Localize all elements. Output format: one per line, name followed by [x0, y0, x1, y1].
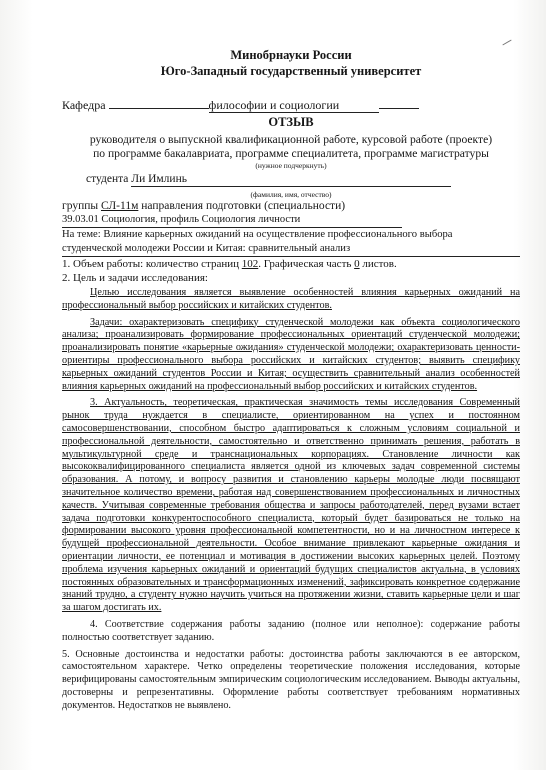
pen-mark	[502, 40, 511, 46]
doc-title: ОТЗЫВ	[268, 115, 314, 129]
student-value: Ли Имлинь	[131, 172, 451, 187]
volume-text2: . Графическая часть	[258, 258, 355, 270]
topic-line2	[62, 242, 520, 257]
direction-value: 39.03.01 Социология, профиль Социология личности	[62, 213, 402, 228]
group-prefix: группы	[62, 200, 99, 212]
underline-note: (нужное подчеркнуть)	[255, 161, 327, 170]
volume-line	[62, 257, 520, 271]
ministry-heading: Минобрнауки России	[230, 48, 352, 62]
subtitle-line2: по программе бакалавриата, программе специалитета, программе магистратуры	[93, 147, 489, 160]
volume-pages: 102	[241, 258, 259, 270]
direction-line	[62, 213, 520, 228]
section3-paragraph: 3. Актуальность, теоретическая, практическая значимость темы исследования Современный рынок труда нуждается в специалисте, ориентированном на успех и постоянном самосовершенствовании, способном быстро адаптироваться к сложным условиям социальной и профессиональной деятельности, самостоятельно и ответственно принимать решения, работать в мультикультурной среде и транснациональных корпорациях. Становление личности как высококвалифицированного специалиста является одной из ключевых задач современной системы образования. А потому, и вопросу развития и становлению карьеры молодые люди посвящают значительное количество времени, работая над совершенствованием профессиональных и личностных качеств. Учитывая современные требования общества и запросы работодателей, перед вузами встает задача подготовки конкурентоспособного специалиста, который будет базироваться не только на формировании высокого уровня профессиональной компетентности, но и на личностном интересе к будущей профессиональной деятельности. Особое внимание привлекают карьерные ожидания и ориентации личности, ее потенциал и мотивация в достижении высоких карьерных целей. Поэтому проблема изучения карьерных ожиданий и ориентаций будущих специалистов актуальна, в условиях постоянных образовательных и трансформационных изменений, зафиксировать конкретное содержание знаний трудно, а студенту нужно научить учиться на протяжении жизни, ставить карьерные цели и шаг за шагом достигать их.	[62, 397, 520, 614]
subtitle-line1: руководителя о выпускной квалификационной работе, курсовой работе (проекте)	[89, 133, 493, 146]
group-line	[62, 199, 520, 213]
department-blank-end	[379, 97, 419, 109]
student-note: (фамилия, имя, отчество)	[250, 190, 332, 199]
volume-text3: листов.	[359, 258, 397, 270]
student-label: студента	[86, 173, 129, 185]
volume-graphic: 0	[354, 258, 360, 270]
group-rest: направления подготовки (специальности)	[138, 200, 346, 212]
section5-paragraph: 5. Основные достоинства и недостатки работы: достоинства работы заключаются в ее авторском, самостоятельном характере. Четко определены теоретические положения исследования, которые верифицированы самостоятельным эмпирическим социологическим исследованием. Выводы актуальны, достоверны и репрезентативны. Оформление работы соответствует требованиям нормативных документов. Недостатков не выявлено.	[62, 648, 520, 711]
goals-heading: 2. Цель и задачи исследования:	[62, 272, 208, 284]
department-value: философии и социологии	[209, 98, 379, 113]
student-line	[62, 172, 520, 187]
department-label: Кафедра	[62, 98, 106, 112]
department-blank	[109, 97, 209, 109]
group-value: СЛ-11м	[100, 200, 139, 212]
tasks-paragraph: Задачи: охарактеризовать специфику студенческой молодежи как объекта социологического анализа; проанализировать формирование профессиональных ориентаций студенческой молодежи; проанализировать понятие «карьерные ожидания» студенческой молодежи; охарактеризовать ценности-ориентиры профессионального выбора российских и китайских студентов; выявить специфику карьерных ожиданий студентов России и Китая; осуществить сравнительный анализ особенностей влияния карьерных ожиданий на профессиональный выбор российских и китайских студентов.	[62, 316, 520, 392]
department-line	[62, 97, 520, 113]
topic-value: студенческой молодежи России и Китая: сравнительный анализ	[62, 242, 520, 257]
topic-line1: На теме: Влияние карьерных ожиданий на осуществление профессионального выбора	[62, 229, 453, 240]
goal-paragraph: Целью исследования является выявление особенностей влияния карьерных ожиданий на профессиональный выбор российских и китайских студентов.	[62, 287, 520, 311]
university-heading: Юго-Западный государственный университет	[160, 64, 422, 78]
volume-text1: 1. Объем работы: количество страниц	[62, 258, 242, 270]
section4-paragraph: 4. Соответствие содержания работы заданию (полное или неполное): содержание работы полностью соответствует заданию.	[62, 618, 520, 643]
